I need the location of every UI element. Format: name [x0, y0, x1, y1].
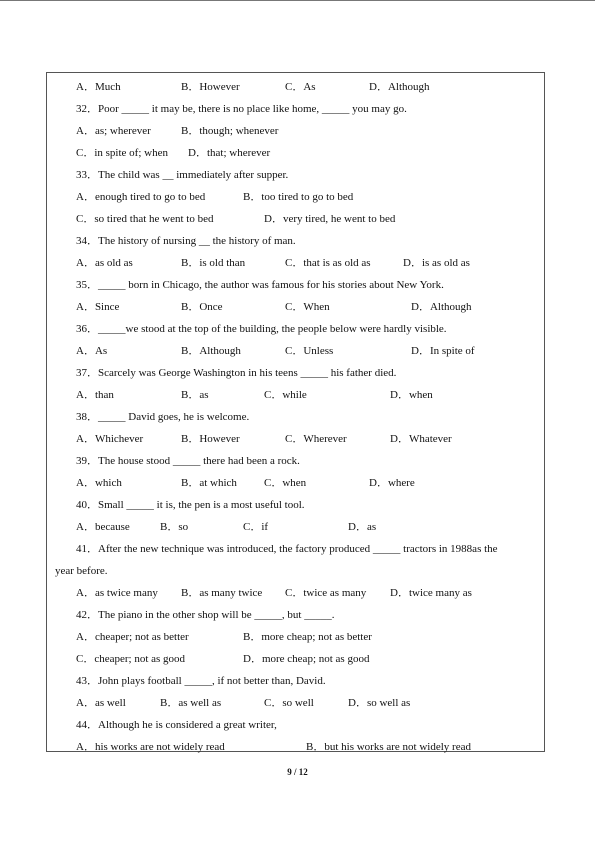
- q34-options-part-3: C．that is as old as: [285, 257, 371, 269]
- q40-options-part-3: C．if: [243, 521, 269, 533]
- q40-options-part-1: A．because: [76, 521, 130, 533]
- q41-options-part-2: B．as many twice: [181, 587, 263, 599]
- q43-options-part-2: B．as well as: [160, 697, 222, 709]
- q44-stem: 44．Although he is considered a great writer,: [76, 719, 277, 731]
- q44-options-ab-part-1: A．his works are not widely read: [76, 741, 225, 753]
- q37-options-part-1: A．than: [76, 389, 114, 401]
- q31-options-part-2: B．However: [181, 81, 240, 93]
- q40-options-part-2: B．so: [160, 521, 189, 533]
- q37-options-part-3: C．while: [264, 389, 307, 401]
- q38-options-part-3: C．Wherever: [285, 433, 347, 445]
- q39-options-part-1: A．which: [76, 477, 122, 489]
- q32-options-ab-part-1: A．as; wherever: [76, 125, 151, 137]
- q31-options-part-1: A．Much: [76, 81, 121, 93]
- q32-options-cd-part-2: D．that; wherever: [188, 147, 271, 159]
- q37-stem: 37．Scarcely was George Washington in his teens _____ his father died.: [76, 367, 397, 379]
- q42-stem: 42．The piano in the other shop will be _____, but _____.: [76, 609, 335, 621]
- q31-options-part-4: D．Although: [369, 81, 430, 93]
- q41-options-part-3: C．twice as many: [285, 587, 367, 599]
- q35-options-part-2: B．Once: [181, 301, 223, 313]
- q42-options-cd-part-1: C．cheaper; not as good: [76, 653, 186, 665]
- q35-options-part-3: C．When: [285, 301, 330, 313]
- q35-options-part-1: A．Since: [76, 301, 120, 313]
- header-rule: [0, 0, 595, 1]
- q33-options-cd-part-1: C．so tired that he went to bed: [76, 213, 214, 225]
- q33-options-ab-part-2: B．too tired to go to bed: [243, 191, 354, 203]
- q36-options-part-3: C．Unless: [285, 345, 334, 357]
- q38-options-part-4: D．Whatever: [390, 433, 452, 445]
- q32-options-ab-part-2: B．though; whenever: [181, 125, 279, 137]
- q40-options-part-4: D．as: [348, 521, 377, 533]
- q32-options-cd-part-1: C．in spite of; when: [76, 147, 168, 159]
- q34-stem: 34．The history of nursing __ the history of man.: [76, 235, 296, 247]
- q34-options-part-4: D．is as old as: [403, 257, 470, 269]
- page-number: 9 / 12: [287, 767, 308, 777]
- q41-stem-line1: 41．After the new technique was introduced, the factory produced _____ tractors in 1988as the: [76, 543, 498, 555]
- q42-options-cd-part-2: D．more cheap; not as good: [243, 653, 370, 665]
- q32-stem: 32．Poor _____ it may be, there is no place like home, _____ you may go.: [76, 103, 407, 115]
- q43-options-part-4: D．so well as: [348, 697, 411, 709]
- q43-options-part-1: A．as well: [76, 697, 126, 709]
- q34-options-part-2: B．is old than: [181, 257, 246, 269]
- q39-options-part-4: D．where: [369, 477, 415, 489]
- q36-options-part-2: B．Although: [181, 345, 241, 357]
- q33-options-cd-part-2: D．very tired, he went to bed: [264, 213, 396, 225]
- q38-stem: 38．_____ David goes, he is welcome.: [76, 411, 250, 423]
- q33-options-ab-part-1: A．enough tired to go to bed: [76, 191, 206, 203]
- q39-options-part-3: C．when: [264, 477, 307, 489]
- q31-options-part-3: C．As: [285, 81, 316, 93]
- q38-options-part-1: A．Whichever: [76, 433, 144, 445]
- q37-options-part-4: D．when: [390, 389, 433, 401]
- q41-options-part-4: D．twice many as: [390, 587, 472, 599]
- q35-options-part-4: D．Although: [411, 301, 472, 313]
- q39-options-part-2: B．at which: [181, 477, 237, 489]
- q41-options-part-1: A．as twice many: [76, 587, 158, 599]
- q34-options-part-1: A．as old as: [76, 257, 133, 269]
- q36-stem: 36．_____we stood at the top of the building, the people below were hardly visible.: [76, 323, 447, 335]
- q43-options-part-3: C．so well: [264, 697, 314, 709]
- q44-options-ab-part-2: B．but his works are not widely read: [306, 741, 471, 753]
- q35-stem: 35．_____ born in Chicago, the author was famous for his stories about New York.: [76, 279, 444, 291]
- q42-options-ab-part-2: B．more cheap; not as better: [243, 631, 372, 643]
- q33-stem: 33．The child was __ immediately after supper.: [76, 169, 289, 181]
- q42-options-ab-part-1: A．cheaper; not as better: [76, 631, 189, 643]
- q38-options-part-2: B．However: [181, 433, 240, 445]
- q37-options-part-2: B．as: [181, 389, 209, 401]
- q40-stem: 40．Small _____ it is, the pen is a most useful tool.: [76, 499, 305, 511]
- q43-stem: 43．John plays football _____, if not better than, David.: [76, 675, 326, 687]
- q36-options-part-4: D．In spite of: [411, 345, 475, 357]
- q39-stem: 39．The house stood _____ there had been a rock.: [76, 455, 300, 467]
- q41-stem-line2: year before.: [55, 565, 108, 577]
- q36-options-part-1: A．As: [76, 345, 108, 357]
